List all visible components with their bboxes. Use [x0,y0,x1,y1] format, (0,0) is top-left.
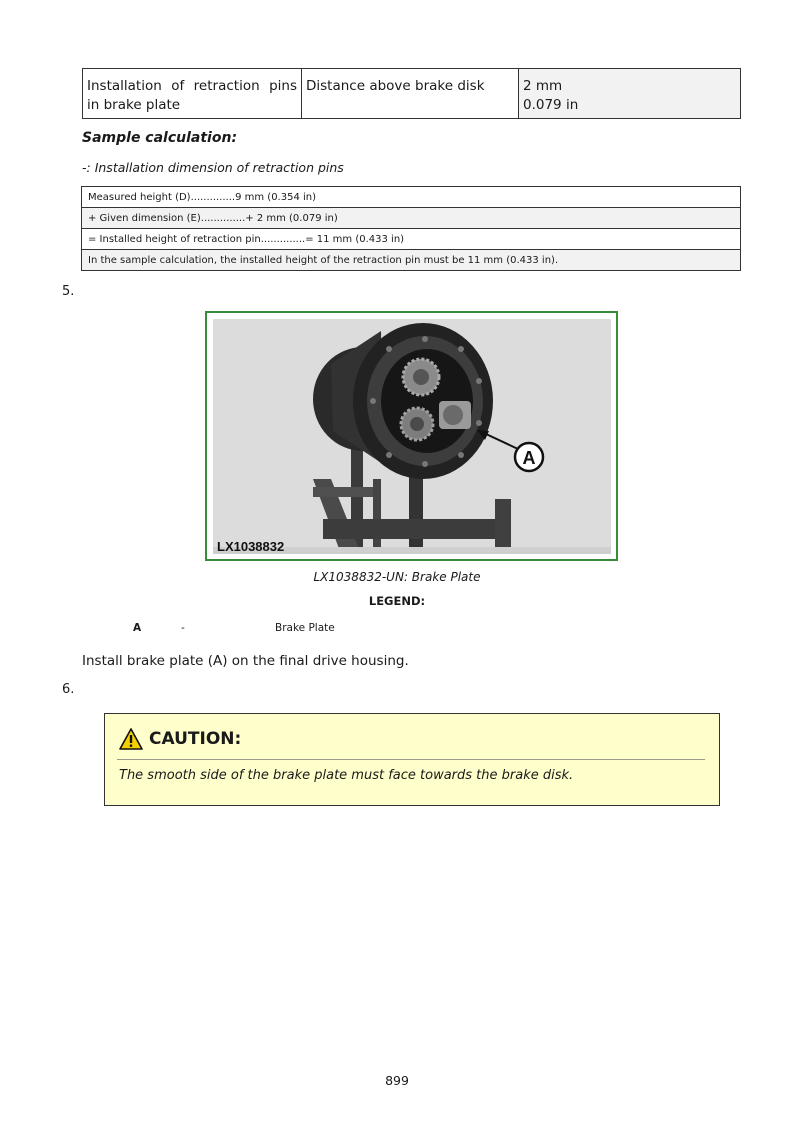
caution-header [119,728,241,750]
figure-frame [205,311,618,561]
spec-value-mm: 2 mm [523,78,563,94]
step-number-5: 5. [62,284,75,299]
legend-description: Brake Plate [275,622,335,634]
install-instruction: Install brake plate (A) on the final drive housing. [82,653,409,669]
table-row [82,187,741,208]
table-row [82,229,741,250]
spec-value-in: 0.079 in [523,97,579,113]
step-number-6: 6. [62,682,75,697]
table-row [82,208,741,229]
spec-table [82,68,741,119]
image-label: LX1038832 [217,539,285,554]
calc-row-measured: Measured height (D)..............9 mm (0.354 in) [82,187,741,208]
sample-calculation-subheading: -: Installation dimension of retraction pins [82,160,344,175]
caution-title: CAUTION: [149,729,242,749]
calc-row-installed: = Installed height of retraction pin..............= 11 mm (0.433 in) [82,229,741,250]
caution-divider [117,759,705,760]
legend-heading: LEGEND: [368,594,426,608]
legend-dash: - [181,622,185,634]
spec-value [519,69,741,119]
spec-item: Installation of retraction pins in brake plate [83,69,302,119]
legend-key: A [133,622,142,634]
calc-row-summary: In the sample calculation, the installed height of the retraction pin must be 11 mm (0.433 in). [82,250,741,271]
sample-calculation-heading: Sample calculation: [82,130,238,146]
caution-box [104,713,720,806]
spec-measurement: Distance above brake disk [302,69,519,119]
brake-plate-photo [213,319,611,554]
callout-label: A [522,448,536,468]
page-number: 899 [385,1073,409,1088]
table-row [82,250,741,271]
calc-row-given: + Given dimension (E)..............+ 2 mm (0.079 in) [82,208,741,229]
calculation-table [81,186,741,271]
figure-caption: LX1038832-UN: Brake Plate [313,570,481,584]
table-row [83,69,741,119]
caution-text: The smooth side of the brake plate must face towards the brake disk. [119,768,574,783]
warning-triangle-icon [119,728,143,750]
